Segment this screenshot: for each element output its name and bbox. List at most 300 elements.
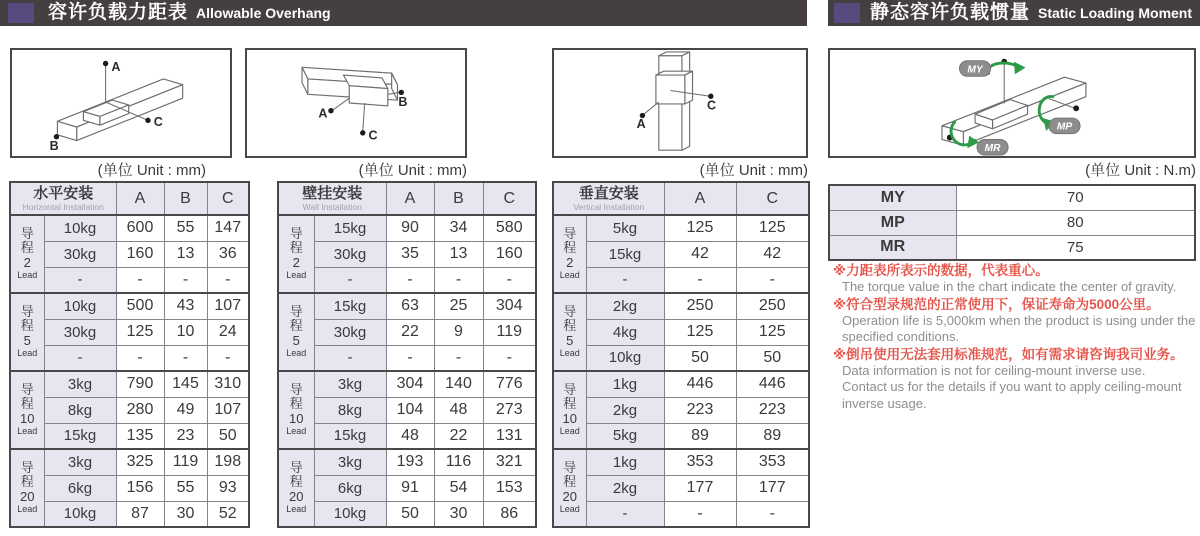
lead-label-char: 程 [20,474,34,489]
value-cell: 273 [483,397,536,423]
lead-value: 5 [23,333,31,348]
payload-cell: 30kg [44,241,116,267]
moment-title-en: Static Loading Moment [1038,5,1193,21]
value-cell: - [386,345,434,371]
value-cell: 104 [386,397,434,423]
installation-name-en: Vertical Installation [573,201,645,212]
value-cell: 116 [434,449,483,475]
value-cell: 13 [434,241,483,267]
value-cell: 89 [664,423,736,449]
moment-value: 80 [956,210,1195,235]
payload-cell: 15kg [44,423,116,449]
installation-name-zh: 垂直安装 [578,184,639,202]
axis-b-label: B [49,139,59,154]
value-cell: 48 [386,423,434,449]
axis-c-label: C [706,98,717,113]
value-cell: 193 [386,449,434,475]
vertical-installation-diagram [552,48,808,158]
payload-cell: 3kg [314,371,386,397]
moment-axis-label: MP [829,210,956,235]
lead-label-char: 导 [20,304,34,319]
payload-cell: 10kg [44,215,116,241]
axis-a-label: A [636,117,646,132]
table-header-row [553,182,809,215]
table-row [10,241,249,267]
lead-value: 10 [289,411,304,426]
table-row [553,241,809,267]
lead-group-cell [278,449,314,527]
table-row [10,267,249,293]
horizontal-installation-table [9,181,250,528]
table-row [278,293,536,319]
table-row [553,267,809,293]
axis-b-label: B [398,94,408,109]
unit-label-mm: (单位 Unit : mm) [699,162,808,179]
value-cell: 55 [164,215,207,241]
table-row [553,423,809,449]
payload-cell: 6kg [44,475,116,501]
note-text-zh: ※力距表所表示的数据，代表重心。 [833,263,1049,278]
value-cell: 325 [116,449,164,475]
lead-group-cell [553,371,586,449]
lead-label-char: 导 [289,304,303,319]
payload-cell: 6kg [314,475,386,501]
lead-label-en: Lead [559,426,580,436]
value-cell: - [483,267,536,293]
table-row [10,449,249,475]
note-text-en: Operation life is 5,000km when the product is using under the [842,312,1196,328]
payload-cell: 2kg [586,397,664,423]
lead-label-en: Lead [17,348,38,358]
value-cell: 10 [164,319,207,345]
table-row [10,501,249,527]
table-row [553,501,809,527]
lead-label-char: 导 [20,460,34,475]
moment-rail-isometric-drawing [830,50,1194,156]
lead-label-char: 导 [289,460,303,475]
payload-cell: 3kg [44,371,116,397]
table-row [278,345,536,371]
table-row [553,397,809,423]
lead-label-en: Lead [559,348,580,358]
overhang-title-en: Allowable Overhang [196,5,331,21]
static-moment-diagram [828,48,1196,158]
value-cell: 125 [664,215,736,241]
payload-cell: - [44,267,116,293]
table-row [553,345,809,371]
wall-installation-diagram [245,48,467,158]
table-row [10,345,249,371]
lead-label-char: 程 [563,396,577,411]
lead-label-char: 程 [563,318,577,333]
value-cell: - [116,345,164,371]
payload-cell: - [586,501,664,527]
table-header-row [278,182,536,215]
table-row [553,293,809,319]
horizontal-installation-diagram [10,48,232,158]
lead-group-cell [10,293,44,371]
value-cell: 48 [434,397,483,423]
value-cell: 22 [434,423,483,449]
note-text-en: The torque value in the chart indicate the center of gravity. [842,279,1177,294]
lead-label-char: 导 [563,226,577,241]
lead-value: 10 [20,411,35,426]
payload-cell: 15kg [314,293,386,319]
value-cell: 125 [736,319,809,345]
payload-cell: 4kg [586,319,664,345]
value-cell: 223 [664,397,736,423]
table-row [10,319,249,345]
note-text-zh: ※倒吊使用无法套用标准规范，如有需求请咨询我司业务。 [833,346,1184,362]
value-cell: 86 [483,501,536,527]
value-cell: 131 [483,423,536,449]
payload-cell: 10kg [44,501,116,527]
lead-group-cell [278,293,314,371]
value-cell: 500 [116,293,164,319]
installation-type-header [10,182,116,215]
value-cell: 125 [736,215,809,241]
lead-value: 2 [292,255,300,270]
value-cell: 304 [483,293,536,319]
payload-cell: 10kg [586,345,664,371]
value-cell: 156 [116,475,164,501]
value-cell: 50 [736,345,809,371]
value-cell: 43 [164,293,207,319]
table-row [553,449,809,475]
lead-label-en: Lead [559,504,580,514]
value-cell: 42 [736,241,809,267]
value-cell: - [664,501,736,527]
payload-cell: 10kg [314,501,386,527]
table-row [278,267,536,293]
table-row [278,475,536,501]
value-cell: 160 [116,241,164,267]
payload-cell: 30kg [314,319,386,345]
value-cell: - [207,345,249,371]
payload-cell: 5kg [586,423,664,449]
value-cell: 135 [116,423,164,449]
table-row [553,319,809,345]
table-header-row [10,182,249,215]
value-cell: 107 [207,293,249,319]
footnotes [833,262,1200,412]
value-cell: 30 [434,501,483,527]
lead-label-en: Lead [17,270,38,280]
value-cell: 25 [434,293,483,319]
lead-group-cell [278,371,314,449]
value-cell: 790 [116,371,164,397]
value-cell: 304 [386,371,434,397]
column-header-a: A [116,182,164,215]
value-cell: 223 [736,397,809,423]
purple-accent-square [834,3,860,23]
lead-value: 20 [289,489,304,504]
table-row [278,371,536,397]
installation-type-header [278,182,386,215]
value-cell: 52 [207,501,249,527]
note-text-en: Contact us for the details if you want to apply ceiling-mount [842,379,1182,394]
axis-a-label: A [318,106,328,121]
value-cell: - [386,267,434,293]
payload-cell: - [44,345,116,371]
value-cell: 119 [483,319,536,345]
lead-label-en: Lead [286,348,307,358]
lead-value: 20 [20,489,35,504]
value-cell: 153 [483,475,536,501]
unit-label-mm: (单位 Unit : mm) [358,162,467,179]
payload-cell: - [314,345,386,371]
table-row [10,397,249,423]
value-cell: - [736,267,809,293]
table-row [278,449,536,475]
lead-label-char: 程 [563,474,577,489]
payload-cell: 5kg [586,215,664,241]
lead-label-char: 程 [563,240,577,255]
value-cell: 107 [207,397,249,423]
vertical-installation-table [552,181,810,528]
value-cell: 580 [483,215,536,241]
installation-name-zh: 水平安装 [33,184,94,202]
value-cell: 119 [164,449,207,475]
value-cell: 446 [664,371,736,397]
value-cell: - [664,267,736,293]
value-cell: 353 [736,449,809,475]
value-cell: 30 [164,501,207,527]
lead-label-char: 导 [20,226,34,241]
table-row [278,423,536,449]
payload-cell: 1kg [586,371,664,397]
value-cell: - [207,267,249,293]
value-cell: 63 [386,293,434,319]
lead-group-cell [278,215,314,293]
my-badge-label: MY [967,64,983,76]
moment-value: 70 [956,185,1195,210]
table-row [10,293,249,319]
table-row [10,475,249,501]
payload-cell: 10kg [44,293,116,319]
lead-value: 2 [23,255,31,270]
lead-label-char: 程 [20,396,34,411]
lead-value: 5 [292,333,300,348]
moment-row [829,235,1195,260]
table-row [278,215,536,241]
value-cell: 600 [116,215,164,241]
value-cell: - [434,345,483,371]
note-block [833,296,1200,346]
value-cell: 177 [736,475,809,501]
moment-section-header [828,0,1200,26]
installation-name-en: Horizontal Installation [22,201,104,212]
axis-c-label: C [368,128,378,143]
unit-label-nm: (单位 Unit : N.m) [1085,162,1196,179]
value-cell: 177 [664,475,736,501]
table-row [278,319,536,345]
value-cell: 50 [207,423,249,449]
table-row [278,501,536,527]
mp-badge-label: MP [1056,121,1073,133]
overhang-section-header [0,0,807,26]
value-cell: 9 [434,319,483,345]
table-row [553,215,809,241]
value-cell: 310 [207,371,249,397]
installation-name-en: Wall Installation [302,201,362,212]
value-cell: 198 [207,449,249,475]
moment-axis-label: MR [829,235,956,260]
value-cell: 145 [164,371,207,397]
note-text-en: Data information is not for ceiling-mount inverse use. [842,362,1146,378]
payload-cell: 2kg [586,475,664,501]
moment-row [829,185,1195,210]
lead-label-en: Lead [286,270,307,280]
value-cell: 353 [664,449,736,475]
column-header-a: A [386,182,434,215]
lead-label-char: 程 [289,474,303,489]
lead-label-char: 程 [20,318,34,333]
value-cell: 89 [736,423,809,449]
value-cell: 280 [116,397,164,423]
payload-cell: 15kg [586,241,664,267]
moment-row [829,210,1195,235]
payload-cell: 1kg [586,449,664,475]
lead-label-char: 程 [289,318,303,333]
wall-rail-isometric-drawing [247,50,465,156]
payload-cell: 8kg [314,397,386,423]
table-row [10,423,249,449]
axis-c-label: C [153,115,163,130]
value-cell: 93 [207,475,249,501]
axis-a-label: A [111,60,121,75]
value-cell: - [483,345,536,371]
payload-cell: 15kg [314,423,386,449]
value-cell: 34 [434,215,483,241]
payload-cell: - [586,267,664,293]
lead-label-en: Lead [559,270,580,280]
table-row [10,371,249,397]
value-cell: 91 [386,475,434,501]
value-cell: 446 [736,371,809,397]
lead-group-cell [553,449,586,527]
value-cell: - [164,267,207,293]
value-cell: 50 [664,345,736,371]
value-cell: 776 [483,371,536,397]
lead-label-en: Lead [286,504,307,514]
value-cell: 87 [116,501,164,527]
installation-name-zh: 壁挂安装 [302,184,363,202]
lead-value: 2 [566,255,574,270]
value-cell: 42 [664,241,736,267]
lead-label-en: Lead [17,426,38,436]
note-block [833,262,1200,296]
lead-group-cell [553,215,586,293]
lead-label-char: 程 [289,240,303,255]
installation-type-header [553,182,664,215]
value-cell: 49 [164,397,207,423]
note-text-en: specified conditions. [842,329,960,344]
lead-label-char: 导 [563,304,577,319]
value-cell: 250 [736,293,809,319]
payload-cell: 3kg [44,449,116,475]
value-cell: 22 [386,319,434,345]
payload-cell: 15kg [314,215,386,241]
payload-cell: 3kg [314,449,386,475]
table-row [10,215,249,241]
purple-accent-square [8,3,34,23]
table-row [553,371,809,397]
horizontal-rail-isometric-drawing [12,50,230,156]
value-cell: - [434,267,483,293]
table-row [278,241,536,267]
lead-group-cell [10,449,44,527]
note-text-zh: ※符合型录规范的正常使用下，保证寿命为5000公里。 [833,296,1160,312]
value-cell: 36 [207,241,249,267]
value-cell: 147 [207,215,249,241]
note-text-en: inverse usage. [842,395,927,411]
lead-label-en: Lead [286,426,307,436]
column-header-b: B [164,182,207,215]
value-cell: 24 [207,319,249,345]
note-block [833,346,1200,413]
value-cell: 125 [116,319,164,345]
value-cell: 250 [664,293,736,319]
payload-cell: 30kg [314,241,386,267]
value-cell: 54 [434,475,483,501]
value-cell: 321 [483,449,536,475]
wall-installation-table [277,181,537,528]
value-cell: 23 [164,423,207,449]
table-row [553,475,809,501]
lead-group-cell [10,215,44,293]
lead-value: 10 [562,411,577,426]
lead-label-char: 导 [289,226,303,241]
value-cell: 140 [434,371,483,397]
lead-group-cell [553,293,586,371]
column-header-b: B [434,182,483,215]
column-header-c: C [736,182,809,215]
value-cell: 50 [386,501,434,527]
mr-badge-label: MR [984,143,1001,155]
static-moment-table [828,184,1196,261]
vertical-rail-isometric-drawing [554,50,806,156]
lead-label-char: 导 [20,382,34,397]
payload-cell: - [314,267,386,293]
value-cell: 125 [664,319,736,345]
lead-label-char: 程 [20,240,34,255]
lead-value: 5 [566,333,574,348]
column-header-a: A [664,182,736,215]
value-cell: 13 [164,241,207,267]
moment-value: 75 [956,235,1195,260]
payload-cell: 8kg [44,397,116,423]
value-cell: - [164,345,207,371]
value-cell: 90 [386,215,434,241]
value-cell: - [116,267,164,293]
value-cell: 55 [164,475,207,501]
lead-label-char: 程 [289,396,303,411]
value-cell: - [736,501,809,527]
lead-label-char: 导 [563,382,577,397]
lead-value: 20 [562,489,577,504]
column-header-c: C [483,182,536,215]
payload-cell: 30kg [44,319,116,345]
moment-title-zh: 静态容许负载惯量 [870,2,1031,23]
value-cell: 35 [386,241,434,267]
unit-label-mm: (单位 Unit : mm) [97,162,206,179]
overhang-title-zh: 容许负载力距表 [48,2,189,23]
lead-label-en: Lead [17,504,38,514]
lead-group-cell [10,371,44,449]
value-cell: 160 [483,241,536,267]
lead-label-char: 导 [563,460,577,475]
